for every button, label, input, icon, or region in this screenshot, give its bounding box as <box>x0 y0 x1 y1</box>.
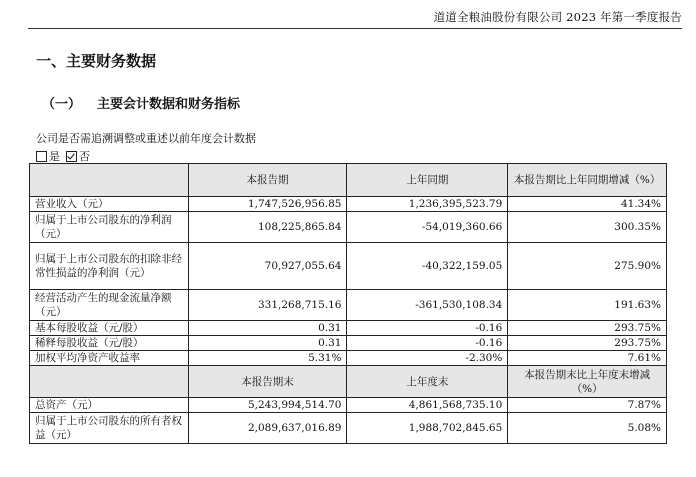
subsection-title <box>42 93 240 112</box>
table-row <box>30 290 667 321</box>
cell-prior: -0.16 <box>347 321 508 336</box>
table-row <box>30 413 667 444</box>
table-row <box>30 336 667 351</box>
cell-change: 275.90% <box>508 243 667 290</box>
cell-current: 0.31 <box>188 321 347 336</box>
cell-current: 331,268,715.16 <box>188 290 347 321</box>
option-yes-label: 是 <box>49 150 60 163</box>
row-label: 归属于上市公司股东的扣除非经常性损益的净利润（元） <box>30 243 189 290</box>
cell-prior: -40,322,159.05 <box>347 243 508 290</box>
table2-header-label <box>30 366 189 398</box>
row-label: 归属于上市公司股东的净利润（元） <box>30 212 189 243</box>
cell-prior: 1,988,702,845.65 <box>347 413 508 444</box>
cell-change: 7.87% <box>508 398 667 413</box>
cell-prior: -54,019,360.66 <box>347 212 508 243</box>
checkbox-yes[interactable] <box>36 151 47 162</box>
table1-header-prior: 上年同期 <box>347 164 508 197</box>
row-label: 营业收入（元） <box>30 197 189 212</box>
table2-header-change: 本报告期末比上年度末增减（%） <box>508 366 667 398</box>
row-label: 基本每股收益（元/股） <box>30 321 189 336</box>
table-row <box>30 243 667 290</box>
table1-header-change: 本报告期比上年同期增减（%） <box>508 164 667 197</box>
table-row <box>30 212 667 243</box>
subsection-number: （一） <box>42 97 82 112</box>
row-label: 归属于上市公司股东的所有者权益（元） <box>30 413 189 444</box>
option-no-label: 否 <box>79 150 90 163</box>
cell-current: 108,225,865.84 <box>188 212 347 243</box>
table2-header-prior: 上年度末 <box>347 366 508 398</box>
cell-change: 293.75% <box>508 336 667 351</box>
row-label: 加权平均净资产收益率 <box>30 351 189 366</box>
report-header: 道道全粮油股份有限公司 2023 年第一季度报告 <box>433 10 682 24</box>
row-label: 经营活动产生的现金流量净额（元） <box>30 290 189 321</box>
cell-change: 7.61% <box>508 351 667 366</box>
table1-header-current: 本报告期 <box>188 164 347 197</box>
cell-current: 0.31 <box>188 336 347 351</box>
row-label: 稀释每股收益（元/股） <box>30 336 189 351</box>
cell-current: 1,747,526,956.85 <box>188 197 347 212</box>
cell-current: 5.31% <box>188 351 347 366</box>
cell-change: 5.08% <box>508 413 667 444</box>
cell-prior: -361,530,108.34 <box>347 290 508 321</box>
table1-header-label <box>30 164 189 197</box>
subsection-label: 主要会计数据和财务指标 <box>97 97 241 112</box>
cell-prior: -0.16 <box>347 336 508 351</box>
section-title: 一、主要财务数据 <box>36 52 157 70</box>
cell-current: 70,927,055.64 <box>188 243 347 290</box>
table-row <box>30 197 667 212</box>
restatement-question: 公司是否需追溯调整或重述以前年度会计数据 <box>36 132 256 145</box>
cell-prior: 1,236,395,523.79 <box>347 197 508 212</box>
table-row <box>30 321 667 336</box>
restatement-options <box>36 148 90 164</box>
cell-prior: -2.30% <box>347 351 508 366</box>
header-divider <box>28 28 682 29</box>
row-label: 总资产（元） <box>30 398 189 413</box>
table-row <box>30 351 667 366</box>
cell-current: 5,243,994,514.70 <box>188 398 347 413</box>
checkbox-no[interactable] <box>66 151 77 162</box>
cell-change: 293.75% <box>508 321 667 336</box>
cell-current: 2,089,637,016.89 <box>188 413 347 444</box>
cell-change: 191.63% <box>508 290 667 321</box>
table-row <box>30 398 667 413</box>
cell-change: 300.35% <box>508 212 667 243</box>
table2-header-current: 本报告期末 <box>188 366 347 398</box>
cell-prior: 4,861,568,735.10 <box>347 398 508 413</box>
cell-change: 41.34% <box>508 197 667 212</box>
financial-data-table <box>29 163 667 444</box>
